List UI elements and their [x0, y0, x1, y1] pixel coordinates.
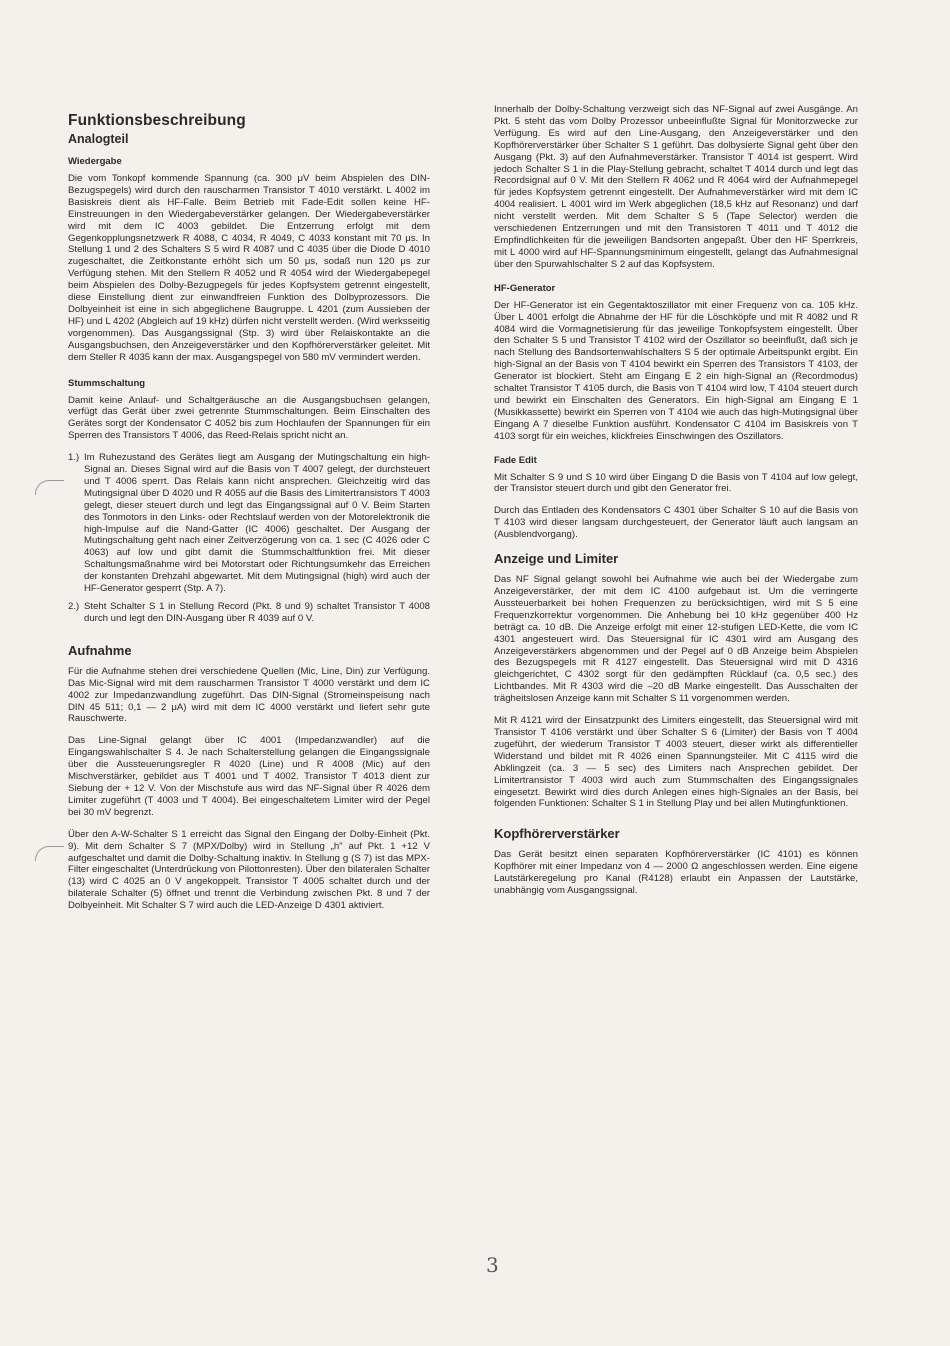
- section-heading-aufnahme: Aufnahme: [68, 642, 132, 658]
- subheading-wiedergabe: Wiedergabe: [68, 156, 122, 167]
- list-item: [68, 452, 430, 601]
- binder-hole-mark: [35, 480, 64, 495]
- paragraph-aufnahme-3: Über den A-W-Schalter S 1 erreicht das Signal den Eingang der Dolby-Einheit (Pkt. 9). Mit dem Schalter S 7 (MPX/Dolby) wird in Stellung „h" auf Pkt. 1 +12 V aufgeschaltet und damit die Dolby-Schaltung inaktiv. In Stellung g (S 7) ist das MPX-Filter eingeschaltet (Unterdrückung von Pilottonresten). Über den bilateralen Schalter (13) wird C 4025 an 0 V angekoppelt. Transistor T 4005 schaltet durch und der bilaterale Schalter (5) öffnet und trennt die Verbindung zwischen Pkt. 8 und 7 der Dolbyeinheit. Mit Schalter S 7 wird auch die LED-Anzeige D 4301 aktiviert.: [68, 828, 430, 912]
- paragraph-anzeige-2: Mit R 4121 wird der Einsatzpunkt des Limiters eingestellt, das Steuersignal wird mit Transistor T 4106 verstärkt und über Schalter S 6 (Limiter) der Basis von T 4004 zugeführt, der wiederum Transistor T 4003 steuert, dieser wirkt als differentieller Widerstand und bildet mit R 4026 einen Spannungsteiler. Mit C 4115 wird die Abklingzeit (ca. 3 — 5 sec) des Limiters nach Ansprechen gebildet. Der Limitertransistor T 4003 wird auch zum Stummschalten des Eingangssignales eingesetzt. Bewirkt wird dies durch Anlegen eines high-Signales an der Basis, bei folgenden Funktionen: Schalter S 1 in Stellung Play und bei allen Mutingfunktionen.: [494, 715, 858, 810]
- paragraph-dolby: Innerhalb der Dolby-Schaltung verzweigt sich das NF-Signal auf zwei Ausgänge. An Pkt. 5 steht das vom Dolby Prozessor unbeeinflußte Signal für Monitorzwecke zur Verfügung. Es wird auf den Line-Ausgang, den Anzeigeverstärker und den Kopfhörerverstärker über Schalter S 1 geführt. Das dolbysierte Signal geht über den Ausgang (Pkt. 3) auf den Aufnahmeverstärker. Transistor T 4014 ist gesperrt. Wird jedoch Schalter S 1 in die Play-Stellung gebracht, schaltet T 4014 durch und legt das Recordsignal auf 0 V. Mit den Stellern R 4062 und R 4064 wird der Aufnahmepegel für jedes Kopfsystem getrennt eingestellt. Der Aufnahmeverstärker wird mit dem IC 4004 realisiert. L 4001 wird im Werk abgeglichen (18,5 kHz auf Resonanz) und darf nicht verstellt werden. Mit dem Schalter S 5 (Tape Selector) werden die verschiedenen Entzerrungen und mit den Transistoren T 4011 und T 4012 die Empfindlichkeiten für die jeweiligen Bandsorten angepaßt. Über den HF Sperrkreis, mit L 4000 wird auf HF-Spannungsminimum eingestellt, gelangt das Aufnahmesignal über den Spurwahlschalter S 2 auf das Kopfsystem.: [494, 104, 858, 270]
- list-item: [68, 601, 430, 631]
- subheading-fade-edit: Fade Edit: [494, 454, 537, 466]
- list-item-text: Im Ruhezustand des Gerätes liegt am Ausgang der Mutingschaltung ein high-Signal an. Dieses Signal wird auf die Basis von T 4007 gelegt, der durchsteuert und T 4006 sperrt. Das Relais kann nicht ansprechen. Gleichzeitig wird das Mutingsignal über D 4020 und R 4055 auf die Basis des Limitertransistors T 4003 gelegt, dieser steuert durch und legt das Eingangssignal auf 0 V. Beim Starten des Tonmotors in den Links- oder Rechtslauf werden von der Motorelektronik die high-Impulse auf die Nand-Gatter (IC 4006) geschaltet. Der Ausgang der Mutingschaltung geht nach einer Zeitverzögerung von ca. 1 sec (C 4026 oder C 4063) auf low und gibt damit die Stummschaltfunktion frei. Mit dieser Schaltungsmaßnahme wird bei Motorstart oder Richtungsumkehr das Erreichen der konstanten Drehzahl abgewartet. Mit dem Mutingsignal (high) wird auch der HF-Generator gesperrt (Stp. A 7).: [84, 452, 430, 595]
- paragraph-fade-edit-1: Mit Schalter S 9 und S 10 wird über Eingang D die Basis von T 4104 auf low gelegt, der Transistor steuert durch und gibt den Generator frei.: [494, 471, 858, 495]
- left-column: [68, 104, 430, 922]
- section-heading-anzeige: Anzeige und Limiter: [494, 551, 619, 567]
- right-column: [494, 104, 858, 907]
- list-number: 1.): [68, 452, 80, 464]
- subheading-hf-generator: HF-Generator: [494, 282, 556, 294]
- paragraph-stummschaltung-intro: Damit keine Anlauf- und Schaltgeräusche an die Ausgangsbuchsen gelangen, verfügt das Gerät über zwei getrennte Stummschaltungen. Beim Einschalten des Gerätes sorgt der Kondensator C 4052 bis zum Hochlaufen der Spannungen für ein Sperren des Transistors T 4006, das Reed-Relais spricht nicht an.: [68, 394, 430, 442]
- section-heading-kopfhoerer: Kopfhörerverstärker: [494, 826, 620, 842]
- paragraph-hf-generator: Der HF-Generator ist ein Gegentaktoszillator mit einer Frequenz von ca. 105 kHz. Über L 4001 erfolgt die Abnahme der HF für die Löschköpfe und mit R 4082 und R 4084 wird die Vormagnetisierung für das jeweilige Tonkopfsystem eingestellt. Über den Schalter S 5 und Transistor T 4102 wird der Oszillator so beeinflußt, daß sich je nach Stellung des Bandsortenwahlschalters S 5 der optimale Arbeitspunkt ergibt. Ein high-Signal an der Basis von T 4104 bewirkt ein Sperren des Transistors T 4103, der Generator ist blockiert. Steht am Eingang E 2 ein high-Signal an (Recordmodus) schaltet Transistor T 4105 durch, die Basis von T 4104 wird low, T 4104 steuert durch und bewirkt ein Einschalten des Generators. Ein high-Signal am Eingang E 1 (Musikkassette) bewirkt ein Sperren von T 4104 wie auch das high-Mutingsignal über Eingang A 7 dieselbe Funktion ausführt. Kondensator C 4104 im Basiskreis von T 4103 sorgt für ein weiches, klickfreies Einschwingen des Oszillators.: [494, 299, 858, 442]
- paragraph-kopfhoerer: Das Gerät besitzt einen separaten Kopfhörerverstärker (IC 4101) es können Kopfhörer mit einer Impedanz von 4 — 2000 Ω angeschlossen werden. Eine eigene Lautstärkeregelung pro Kanal (R4128) erlaubt ein Anpassen der Lautstärke, unabhängig vom Ausgangssignal.: [494, 849, 858, 897]
- page-number: 3: [486, 1253, 499, 1277]
- list-item-text: Steht Schalter S 1 in Stellung Record (Pkt. 8 und 9) schaltet Transistor T 4008 durch und legt den DIN-Ausgang über R 4039 auf 0 V.: [84, 601, 430, 624]
- subheading-stummschaltung: Stummschaltung: [68, 377, 146, 389]
- paragraph-aufnahme-1: Für die Aufnahme stehen drei verschiedene Quellen (Mic, Line, Din) zur Verfügung. Das Mic-Signal wird mit dem rauscharmen Transistor T 4000 verstärkt und dem IC 4002 zur Impedanzwandlung zugeführt. Das DIN-Signal (Stromeinspeisung nach DIN 45 511; 0,1 — 2 μA) wird mit dem IC 4000 verstärkt und liefert sehr gute Rauschwerte.: [68, 665, 430, 725]
- paragraph-wiedergabe: Die vom Tonkopf kommende Spannung (ca. 300 μV beim Abspielen des DIN-Bezugspegels) wird durch den rauscharmen Transistor T 4010 verstärkt. L 4002 im Basiskreis dient als HF-Falle. Beim Betrieb mit Fade-Edit sollen keine HF-Einstreuungen in den Wiedergabeverstärker gelangen. Der Wiedergabeverstärker wird mit dem IC 4003 gebildet. Die Entzerrung erfolgt mit dem Gegenkopplungsnetzwerk R 4088, C 4034, R 4049, C 4033 konstant mit 70 μs. In Stellung 1 und 2 des Schalters S 5 wird R 4087 und C 4035 über die Diode D 4010 zugeschaltet, die Zeitkonstante erhöht sich um 50 μs, sodaß nun 120 μs zur Verfügung stehen. Mit den Stellern R 4052 und R 4054 wird der Wiedergabepegel beim Abspielen des Dolby-Bezugpegels für jedes Kopfsystem getrennt eingestellt, diese Einstellung dient zur einwandfreien Funktion des Dolbyprozessors. Die Dolbyeinheit ist eine in sich abgeglichene Baugruppe. L 4201 (zum Aussieben der HF) und L 4202 (Abgleich auf 19 kHz) dürfen nicht verstellt werden. (Wird werksseitig vorgenommen). Das Ausgangssignal (Stp. 3) wird über Relaiskontakte an die Ausgangsbuchsen, den Anzeigeverstärker und den Kopfhörerverstärker geleitet. Mit dem Steller R 4035 kann der max. Ausgangspegel von 580 mV vermindert werden.: [68, 173, 430, 363]
- paragraph-aufnahme-2: Das Line-Signal gelangt über IC 4001 (Impedanzwandler) auf die Eingangswahlschalter S 4. Je nach Schalterstellung gelangen die Eingangssignale über die Aussteuerungsregler R 4020 (Line) und R 4008 (Mic) auf den Mischverstärker, gebildet aus T 4001 und T 4002. Transistor T 4013 dient zur Siebung der + 12 V. Von der Mischstufe aus wird das NF-Signal über R 4026 dem Limiter zugeführt (T 4003 und T 4004). Bei eingeschaltetem Limiter wird der Pegel bei 30 mV begrenzt.: [68, 735, 430, 818]
- section-heading-analogteil: Analogteil: [68, 132, 129, 146]
- stummschaltung-list: [68, 452, 430, 631]
- binder-hole-mark: [35, 846, 64, 861]
- list-number: 2.): [68, 601, 80, 612]
- page-title: Funktionsbeschreibung: [68, 112, 246, 129]
- paragraph-fade-edit-2: Durch das Entladen des Kondensators C 4301 über Schalter S 10 auf die Basis von T 4103 wird dieser langsam durchgesteuert, der Generator läuft auch langsam an (Ausblendvorgang).: [494, 505, 858, 541]
- paragraph-anzeige-1: Das NF Signal gelangt sowohl bei Aufnahme wie auch bei der Wiedergabe zum Anzeigeverstärker, der mit dem IC 4100 aufgebaut ist. Um die verringerte Aussteuerbarkeit bei hohen Frequenzen zu berücksichtigen, wird mit S 5 eine Frequenzkorrektur vorgenommen. Die Anhebung bei 10 kHz gegenüber 400 Hz beträgt ca. 10 dB. Die Anzeige erfolgt mit einer 12-stufigen LED-Kette, die vom IC 4301 angesteuert wird. Das Steuersignal für IC 4301 wird am Ausgang des Anzeigeverstärkers abgenommen und der Pegel auf 0 dB Anzeige beim Abspielen des Bezugspegels mit R 4127 eingestellt. Das Steuersignal wird mit D 4316 gleichgerichtet, C 4302 sorgt für den gedämpften Rücklauf (ca. 0,5 sec.) des Lichtbandes. Mit R 4303 wird die –20 dB Marke eingestellt. Das Ausschalten der trägheitslosen Anzeige kann mit Schalter S 11 vorgenommen werden.: [494, 574, 858, 705]
